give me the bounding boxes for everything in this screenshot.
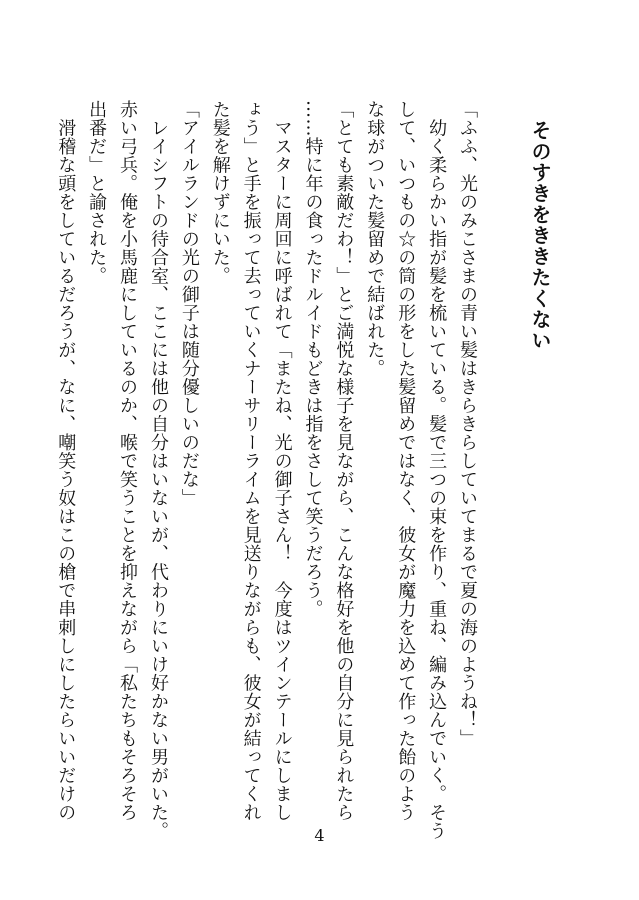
text-line: レイシフトの待合室、ここには他の自分はいないが、代わりにいけ好かない男がいた。 xyxy=(147,100,169,840)
text-line: た髪を解けずにいた。 xyxy=(209,100,231,285)
text-line: 滑稽な頭をしているだろうが、なに、嘲笑う奴はこの槍で串刺しにしたらいいだけの xyxy=(55,100,77,822)
chapter-title: そのすきをききたくない xyxy=(528,120,552,351)
text-line: マスターに周回に呼ばれて「またね、光の御子さん！ 今度はツインテールにしまし xyxy=(271,100,293,822)
body-text xyxy=(55,100,482,840)
text-line: 「アイルランドの光の御子は随分優しいのだな」 xyxy=(178,100,200,507)
text-line: 「ふふ、光のみこさまの青い髪はきらきらしていてまるで夏の海のようね！」 xyxy=(457,100,478,748)
text-line: 幼く柔らかい指が髪を梳いている。髪で三つの束を作り、重ね、編み込んでいく。そう xyxy=(426,100,448,840)
text-line: 出番だ」と諭された。 xyxy=(86,100,108,285)
text-line: 赤い弓兵。俺を小馬鹿にしているのか、喉で笑うことを抑えながら「私たちもそろそろ xyxy=(117,100,139,822)
text-line: して、いつもの☆の筒の形をした髪留めではなく、彼女が魔力を込めて作った飴のよう xyxy=(395,100,417,822)
text-line: 「とても素敵だわ！」とご満悦な様子を見ながら、こんな格好を他の自分に見られたら xyxy=(333,100,355,822)
text-line: ょう」と手を振って去っていくナーサリーライムを見送りながらも、彼女が結ってくれ xyxy=(240,100,262,822)
text-line: ……特に年の食ったドルイドもどきは指をさして笑うだろう。 xyxy=(302,100,324,618)
text-line: な球がついた髪留めで結ばれた。 xyxy=(364,100,386,378)
page-number: 4 xyxy=(314,826,325,845)
